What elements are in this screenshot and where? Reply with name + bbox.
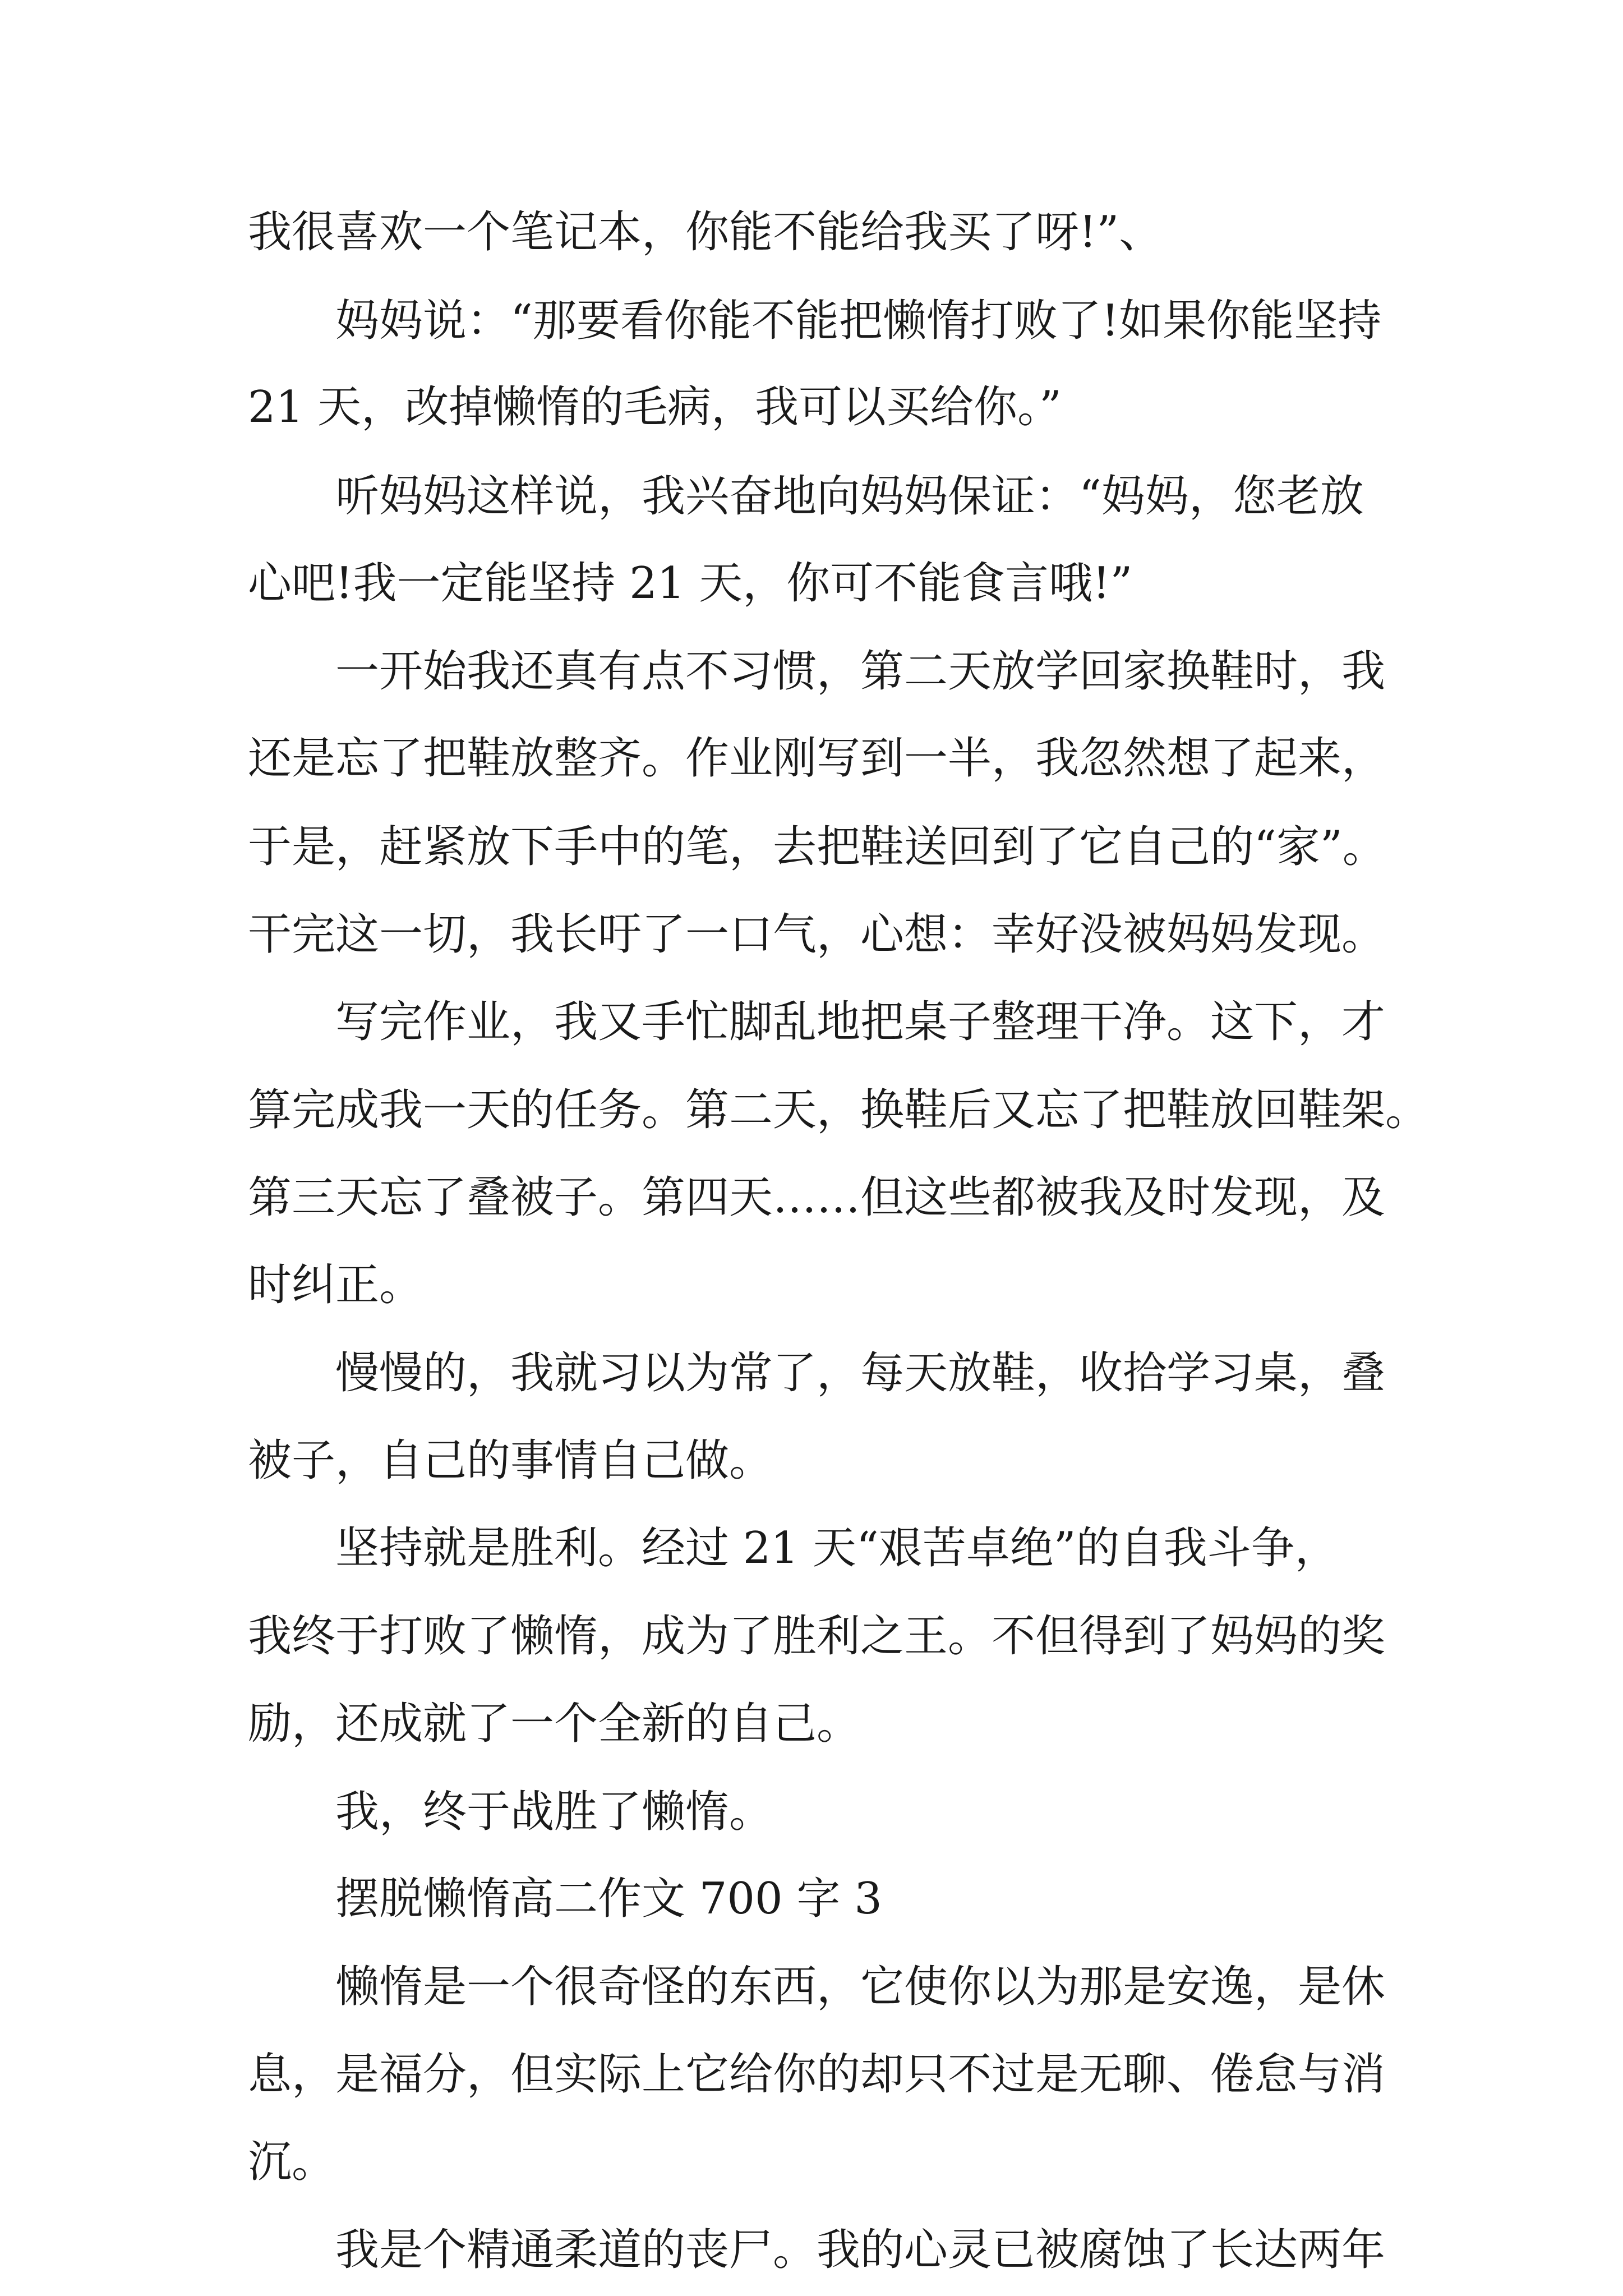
text-line-24: 我是个精通柔道的丧尸。我的心灵已被腐蚀了长达两年: [335, 2225, 1386, 2275]
text-line-7: 还是忘了把鞋放整齐。作业刚写到一半，我忽然想了起来，: [248, 733, 1386, 784]
text-line-6: 一开始我还真有点不习惯，第二天放学回家换鞋时，我: [335, 646, 1386, 697]
text-line-3: 21 天，改掉懒惰的毛病，我可以买给你。”: [248, 382, 1062, 432]
text-line-2: 妈妈说：“那要看你能不能把懒惰打败了!如果你能坚持: [335, 296, 1382, 346]
text-line-12: 第三天忘了叠被子。第四天……但这些都被我及时发现，及: [248, 1172, 1386, 1223]
text-line-8: 于是，赶紧放下手中的笔，去把鞋送回到了它自己的“家”。: [248, 822, 1386, 872]
text-line-23: 沉。: [248, 2137, 336, 2187]
text-line-10: 写完作业，我又手忙脚乱地把桌子整理干净。这下，才: [335, 997, 1386, 1047]
text-line-14: 慢慢的，我就习以为常了，每天放鞋，收拾学习桌，叠: [335, 1348, 1386, 1398]
text-line-13: 时纠正。: [248, 1260, 423, 1310]
text-line-1: 我很喜欢一个笔记本，你能不能给我买了呀!”、: [248, 207, 1163, 257]
text-line-4: 听妈妈这样说，我兴奋地向妈妈保证：“妈妈，您老放: [335, 471, 1364, 522]
text-line-22: 息，是福分，但实际上它给你的却只不过是无聊、倦怠与消: [248, 2049, 1386, 2100]
text-line-19: 我，终于战胜了懒惰。: [335, 1787, 773, 1837]
text-line-15: 被子，自己的事情自己做。: [248, 1435, 773, 1486]
text-line-18: 励，还成就了一个全新的自己。: [248, 1699, 861, 1749]
text-line-17: 我终于打败了懒惰，成为了胜利之王。不但得到了妈妈的奖: [248, 1611, 1386, 1662]
text-line-5: 心吧!我一定能坚持 21 天，你可不能食言哦!”: [248, 558, 1133, 609]
text-line-9: 干完这一切，我长吁了一口气，心想：幸好没被妈妈发现。: [248, 909, 1386, 960]
section-heading: 摆脱懒惰高二作文 700 字 3: [335, 1874, 882, 1924]
text-line-11: 算完成我一天的任务。第二天，换鞋后又忘了把鞋放回鞋架。: [248, 1085, 1430, 1135]
text-line-21: 懒惰是一个很奇怪的东西，它使你以为那是安逸，是休: [335, 1962, 1386, 2012]
text-line-16: 坚持就是胜利。经过 21 天“艰苦卓绝”的自我斗争，: [335, 1523, 1339, 1573]
